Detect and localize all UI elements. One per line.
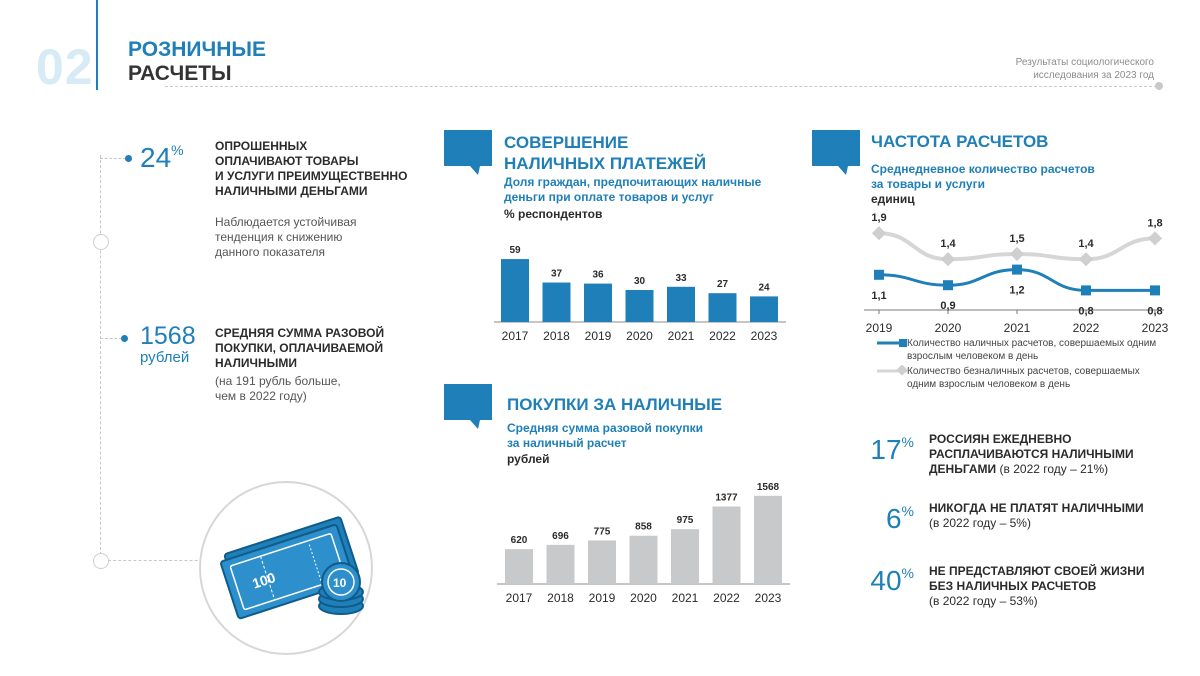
header-note: Результаты социологического исследования за 2023 год bbox=[1015, 57, 1154, 81]
header-rule bbox=[165, 86, 1157, 87]
noncash-data-label: 1,5 bbox=[1009, 233, 1025, 245]
bar-value-label: 620 bbox=[510, 535, 528, 547]
bar-value-label: 24 bbox=[758, 282, 770, 294]
bar-value-label: 37 bbox=[550, 268, 563, 280]
stat-share-value: 24% bbox=[140, 142, 184, 173]
x-tick-label: 2020 bbox=[630, 591, 657, 605]
x-tick-label: 2021 bbox=[667, 329, 695, 343]
bar bbox=[505, 549, 533, 584]
noncash-data-label: 1,4 bbox=[1078, 238, 1094, 251]
cash-data-label: 1,1 bbox=[871, 289, 887, 302]
cash-point bbox=[943, 280, 953, 290]
frequency-unit: единиц bbox=[871, 192, 915, 206]
noncash-point bbox=[941, 252, 955, 266]
bar-value-label: 858 bbox=[635, 521, 652, 533]
svg-text:10: 10 bbox=[333, 576, 347, 590]
avg-purchase-chart bbox=[494, 470, 794, 612]
frequency-chart bbox=[854, 210, 1174, 338]
bar bbox=[667, 287, 695, 322]
bar-value-label: 30 bbox=[633, 276, 646, 287]
svg-text:100: 100 bbox=[250, 569, 278, 592]
bar-value-label: 27 bbox=[716, 279, 729, 291]
coins-icon bbox=[319, 563, 363, 614]
x-tick-label: 2019 bbox=[865, 321, 893, 335]
bar-value-label: 975 bbox=[676, 515, 694, 527]
x-tick-label: 2022 bbox=[709, 329, 736, 343]
x-tick-label: 2022 bbox=[1072, 321, 1100, 335]
bar bbox=[750, 296, 778, 322]
speech-bubble-icon bbox=[812, 130, 860, 176]
stat-share-note: Наблюдается устойчивая тенденция к снижению данного показателя bbox=[215, 215, 357, 259]
cash-point bbox=[874, 270, 884, 280]
bar bbox=[543, 283, 571, 322]
stat-avg-note: (на 191 рубль больше, чем в 2022 году) bbox=[215, 374, 341, 403]
noncash-data-label: 1,9 bbox=[871, 212, 887, 225]
timeline-dot-2 bbox=[121, 335, 128, 342]
stat-never-cash-value: 6% bbox=[885, 503, 914, 534]
cash-payments-title: СОВЕРШЕНИЕ НАЛИЧНЫХ ПЛАТЕЖЕЙ bbox=[504, 133, 707, 173]
cash-point bbox=[1150, 285, 1160, 295]
stat-daily-cash-caption: РОССИЯН ЕЖЕДНЕВНО РАСПЛАЧИВАЮТСЯ НАЛИЧНЫМИ ДЕНЬГАМИ (в 2022 году – 21%) bbox=[929, 432, 1134, 476]
bar-value-label: 696 bbox=[552, 530, 569, 542]
stat-avg-unit: рублей bbox=[140, 349, 190, 366]
x-tick-label: 2020 bbox=[626, 329, 653, 343]
noncash-point bbox=[872, 226, 886, 240]
x-tick-label: 2021 bbox=[1003, 321, 1031, 335]
x-tick-label: 2022 bbox=[713, 591, 740, 605]
x-tick-label: 2021 bbox=[671, 591, 699, 605]
speech-bubble-icon bbox=[444, 384, 492, 430]
header-rule-dot bbox=[1155, 82, 1163, 90]
timeline-node bbox=[93, 553, 109, 569]
bar bbox=[713, 507, 741, 584]
x-tick-label: 2018 bbox=[543, 329, 570, 343]
bar-value-label: 1568 bbox=[756, 481, 780, 493]
stat-avg-caption: СРЕДНЯЯ СУММА РАЗОВОЙ ПОКУПКИ, ОПЛАЧИВАЕМОЙ НАЛИЧНЫМИ bbox=[215, 326, 385, 370]
bar-value-label: 1377 bbox=[715, 492, 738, 504]
frequency-subtitle: Среднедневное количество расчетов за товары и услуги bbox=[871, 162, 1095, 191]
frequency-title: ЧАСТОТА РАСЧЕТОВ bbox=[871, 132, 1049, 151]
cash-point bbox=[1012, 265, 1022, 275]
speech-bubble-icon bbox=[444, 130, 492, 176]
cash-point bbox=[1081, 285, 1091, 295]
bar bbox=[709, 293, 737, 322]
noncash-data-label: 1,4 bbox=[940, 238, 956, 251]
stat-cant-live-caption: НЕ ПРЕДСТАВЛЯЮТ СВОЕЙ ЖИЗНИ БЕЗ НАЛИЧНЫХ РАСЧЕТОВ (в 2022 году – 53%) bbox=[929, 564, 1145, 608]
stat-cant-live-value: 40% bbox=[870, 565, 914, 596]
bar bbox=[501, 259, 529, 322]
noncash-point bbox=[1079, 252, 1093, 266]
cash-data-label: 1,2 bbox=[1009, 284, 1025, 297]
cash-data-label: 0,8 bbox=[1078, 305, 1094, 318]
timeline-dot-1 bbox=[125, 155, 132, 162]
stat-share-caption: ОПРОШЕННЫХ ОПЛАЧИВАЮТ ТОВАРЫ И УСЛУГИ ПРЕИМУЩЕСТВЕННО НАЛИЧНЫМИ ДЕНЬГАМИ bbox=[215, 139, 408, 198]
cash-illustration bbox=[196, 478, 376, 658]
cash-purchases-subtitle: Средняя сумма разовой покупки за наличный расчет bbox=[507, 421, 703, 450]
cash-payments-unit: % респондентов bbox=[504, 207, 603, 221]
bar bbox=[584, 284, 612, 322]
x-tick-label: 2019 bbox=[584, 329, 612, 343]
bar bbox=[630, 536, 658, 584]
cash-payments-subtitle: Доля граждан, предпочитающих наличные деньги при оплате товаров и услуг bbox=[504, 175, 762, 204]
page-title-line2: РАСЧЕТЫ bbox=[128, 62, 232, 85]
noncash-point bbox=[1148, 231, 1162, 245]
timeline-line bbox=[100, 155, 101, 565]
cash-share-chart bbox=[494, 232, 794, 350]
cash-purchases-unit: рублей bbox=[507, 452, 550, 466]
x-tick-label: 2018 bbox=[547, 591, 574, 605]
bar bbox=[671, 529, 699, 584]
bar-value-label: 36 bbox=[592, 269, 604, 281]
timeline-connector bbox=[100, 158, 126, 159]
section-divider bbox=[96, 0, 98, 90]
x-tick-label: 2023 bbox=[1141, 321, 1169, 335]
cash-data-label: 0,8 bbox=[1147, 305, 1163, 318]
legend-cash-marker bbox=[877, 337, 909, 349]
x-tick-label: 2019 bbox=[588, 591, 616, 605]
x-tick-label: 2023 bbox=[750, 329, 778, 343]
page-title-line1: РОЗНИЧНЫЕ bbox=[128, 38, 266, 61]
bar bbox=[547, 545, 575, 584]
legend-noncash-label: Количество безналичных расчетов, совершаемых одним взрослым человеком в день bbox=[907, 366, 1140, 390]
bar-value-label: 33 bbox=[675, 272, 687, 284]
bar bbox=[626, 290, 654, 322]
x-tick-label: 2017 bbox=[501, 329, 529, 343]
noncash-point bbox=[1010, 247, 1024, 261]
x-tick-label: 2020 bbox=[934, 321, 962, 335]
legend-noncash-marker bbox=[877, 365, 909, 377]
cash-purchases-title: ПОКУПКИ ЗА НАЛИЧНЫЕ bbox=[507, 395, 723, 414]
timeline-node bbox=[93, 234, 109, 250]
stat-daily-cash-value: 17% bbox=[870, 434, 914, 465]
cash-data-label: 0,9 bbox=[940, 300, 956, 313]
stat-avg-value: 1568 bbox=[140, 322, 196, 350]
bar bbox=[754, 496, 782, 584]
timeline-connector bbox=[100, 338, 122, 339]
legend-cash-label: Количество наличных расчетов, совершаемых одним взрослым человеком в день bbox=[907, 338, 1157, 362]
x-tick-label: 2023 bbox=[754, 591, 782, 605]
x-tick-label: 2017 bbox=[505, 591, 533, 605]
section-number: 02 bbox=[36, 39, 94, 95]
stat-never-cash-caption: НИКОГДА НЕ ПЛАТЯТ НАЛИЧНЫМИ (в 2022 году – 5%) bbox=[929, 501, 1144, 530]
bar-value-label: 59 bbox=[509, 245, 521, 257]
bar bbox=[588, 540, 616, 584]
noncash-data-label: 1,8 bbox=[1147, 217, 1163, 230]
bar-value-label: 775 bbox=[593, 526, 611, 538]
